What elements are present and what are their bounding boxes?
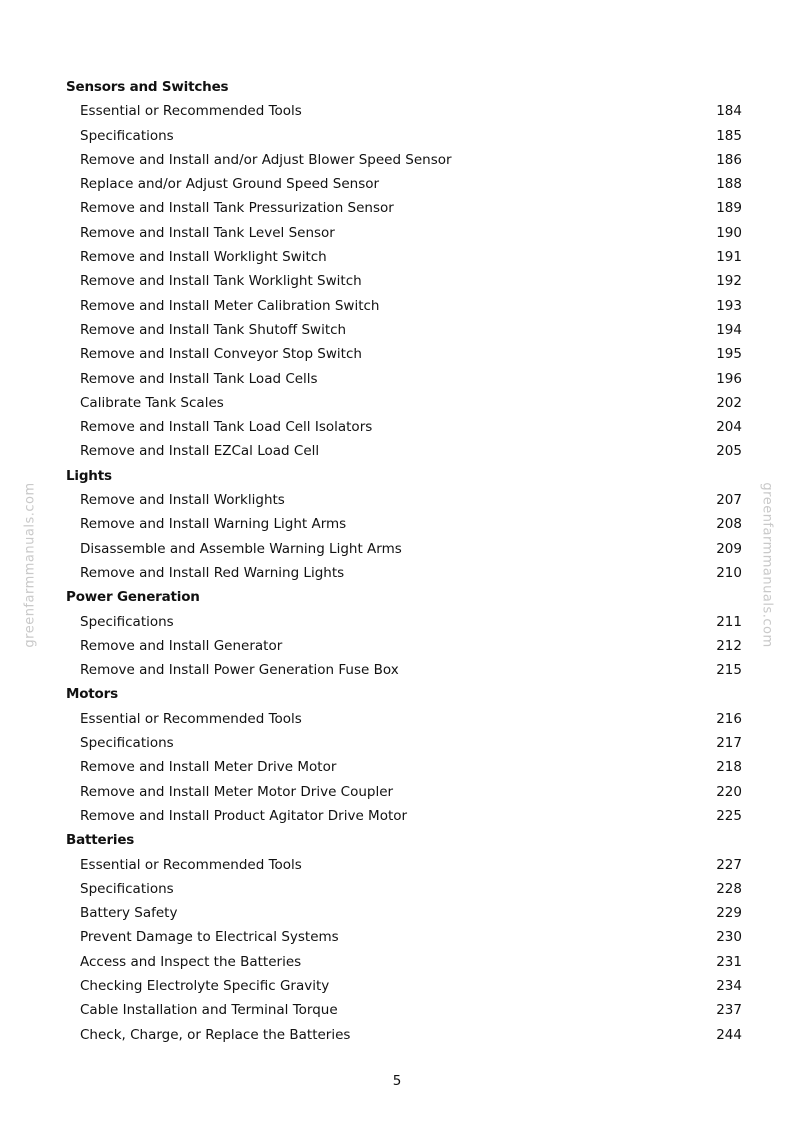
toc-entry-page: 193 bbox=[716, 297, 742, 314]
toc-entry[interactable] bbox=[66, 658, 742, 682]
toc-entry[interactable] bbox=[66, 877, 742, 901]
toc-entry[interactable] bbox=[66, 561, 742, 585]
toc-entry[interactable] bbox=[66, 196, 742, 220]
toc-entry-page: 209 bbox=[716, 540, 742, 557]
toc-entry-title: Remove and Install Tank Level Sensor bbox=[80, 224, 335, 241]
page-number: 5 bbox=[392, 1073, 402, 1089]
toc-entry-title: Calibrate Tank Scales bbox=[80, 394, 224, 411]
toc-entry-title: Essential or Recommended Tools bbox=[80, 856, 302, 873]
toc-entry[interactable] bbox=[66, 853, 742, 877]
toc-entry-title: Specifications bbox=[80, 613, 174, 630]
toc-entry-title: Remove and Install Tank Shutoff Switch bbox=[80, 321, 347, 338]
toc-entry-page: 192 bbox=[716, 273, 742, 290]
toc-entry[interactable] bbox=[66, 634, 742, 658]
toc-entry-title: Remove and Install Power Generation Fuse Box bbox=[80, 662, 399, 679]
toc-entry-page: 195 bbox=[716, 346, 742, 363]
toc-entry-page: 196 bbox=[716, 370, 742, 387]
toc-entry-page: 211 bbox=[716, 613, 742, 630]
toc-entry[interactable] bbox=[66, 367, 742, 391]
toc-entry[interactable] bbox=[66, 1023, 742, 1047]
toc-entry-page: 194 bbox=[716, 321, 742, 338]
toc-entry-title: Specifications bbox=[80, 735, 174, 752]
toc-entry-title: Cable Installation and Terminal Torque bbox=[80, 1002, 338, 1019]
toc-entry-page: 208 bbox=[716, 516, 742, 533]
watermark-left: greenfarmmanuals.com bbox=[22, 482, 38, 648]
toc-entry-page: 244 bbox=[716, 1026, 742, 1043]
toc-entry[interactable] bbox=[66, 99, 742, 123]
toc-entry-title: Replace and/or Adjust Ground Speed Sensor bbox=[80, 176, 380, 193]
toc-entry-title: Access and Inspect the Batteries bbox=[80, 953, 302, 970]
toc-entry[interactable] bbox=[66, 804, 742, 828]
toc-entry[interactable] bbox=[66, 488, 742, 512]
toc-entry-title: Disassemble and Assemble Warning Light Arms bbox=[80, 540, 402, 557]
table-of-contents bbox=[66, 75, 742, 1047]
toc-entry-title: Remove and Install Worklights bbox=[80, 492, 285, 509]
toc-entry-page: 210 bbox=[716, 564, 742, 581]
toc-entry-page: 217 bbox=[716, 735, 742, 752]
toc-entry-page: 207 bbox=[716, 492, 742, 509]
toc-entry[interactable] bbox=[66, 731, 742, 755]
toc-entry-title: Remove and Install and/or Adjust Blower Speed Sensor bbox=[80, 151, 452, 168]
watermark-right: greenfarmmanuals.com bbox=[759, 482, 775, 648]
toc-entry-page: 234 bbox=[716, 977, 742, 994]
toc-entry[interactable] bbox=[66, 901, 742, 925]
toc-entry-title: Essential or Recommended Tools bbox=[80, 710, 302, 727]
toc-entry-title: Remove and Install Tank Pressurization Sensor bbox=[80, 200, 394, 217]
section-heading: Batteries bbox=[66, 832, 135, 849]
toc-entry-title: Remove and Install Product Agitator Drive Motor bbox=[80, 807, 408, 824]
toc-entry[interactable] bbox=[66, 780, 742, 804]
toc-entry-page: 205 bbox=[716, 443, 742, 460]
toc-entry-page: 204 bbox=[716, 419, 742, 436]
toc-entry-page: 188 bbox=[716, 176, 742, 193]
toc-entry[interactable] bbox=[66, 415, 742, 439]
toc-entry-page: 212 bbox=[716, 637, 742, 654]
toc-entry-page: 230 bbox=[716, 929, 742, 946]
toc-entry-title: Specifications bbox=[80, 127, 174, 144]
section-heading: Power Generation bbox=[66, 589, 200, 606]
toc-entry[interactable] bbox=[66, 221, 742, 245]
toc-entry[interactable] bbox=[66, 245, 742, 269]
toc-entry-title: Remove and Install Tank Load Cells bbox=[80, 370, 318, 387]
toc-entry-title: Remove and Install Meter Motor Drive Coupler bbox=[80, 783, 394, 800]
toc-entry-title: Remove and Install Tank Worklight Switch bbox=[80, 273, 362, 290]
section-heading: Lights bbox=[66, 467, 112, 484]
toc-entry-title: Remove and Install Tank Load Cell Isolators bbox=[80, 419, 373, 436]
toc-entry[interactable] bbox=[66, 124, 742, 148]
toc-entry-page: 190 bbox=[716, 224, 742, 241]
toc-entry-title: Remove and Install Warning Light Arms bbox=[80, 516, 347, 533]
toc-entry-page: 191 bbox=[716, 249, 742, 266]
toc-entry-title: Battery Safety bbox=[80, 905, 178, 922]
toc-entry[interactable] bbox=[66, 269, 742, 293]
toc-entry[interactable] bbox=[66, 950, 742, 974]
section-heading: Sensors and Switches bbox=[66, 79, 229, 95]
toc-entry-title: Essential or Recommended Tools bbox=[80, 103, 302, 120]
toc-entry-page: 229 bbox=[716, 905, 742, 922]
toc-entry[interactable] bbox=[66, 974, 742, 998]
toc-entry-title: Checking Electrolyte Specific Gravity bbox=[80, 977, 330, 994]
toc-entry-title: Remove and Install Worklight Switch bbox=[80, 249, 327, 266]
toc-entry-page: 227 bbox=[716, 856, 742, 873]
toc-entry[interactable] bbox=[66, 512, 742, 536]
toc-entry[interactable] bbox=[66, 755, 742, 779]
toc-entry-title: Remove and Install Conveyor Stop Switch bbox=[80, 346, 362, 363]
toc-entry-page: 237 bbox=[716, 1002, 742, 1019]
toc-entry-title: Remove and Install Generator bbox=[80, 637, 283, 654]
section-heading: Motors bbox=[66, 686, 118, 703]
toc-entry[interactable] bbox=[66, 391, 742, 415]
toc-entry-page: 220 bbox=[716, 783, 742, 800]
toc-entry[interactable] bbox=[66, 342, 742, 366]
toc-entry[interactable] bbox=[66, 610, 742, 634]
toc-entry[interactable] bbox=[66, 439, 742, 463]
toc-entry[interactable] bbox=[66, 998, 742, 1022]
toc-entry[interactable] bbox=[66, 294, 742, 318]
toc-entry-page: 216 bbox=[716, 710, 742, 727]
toc-entry[interactable] bbox=[66, 707, 742, 731]
toc-entry-page: 185 bbox=[716, 127, 742, 144]
toc-entry-page: 218 bbox=[716, 759, 742, 776]
toc-entry-title: Remove and Install Red Warning Lights bbox=[80, 564, 345, 581]
toc-entry[interactable] bbox=[66, 537, 742, 561]
toc-entry-page: 186 bbox=[716, 151, 742, 168]
toc-entry-page: 231 bbox=[716, 953, 742, 970]
toc-entry[interactable] bbox=[66, 148, 742, 172]
toc-entry-title: Prevent Damage to Electrical Systems bbox=[80, 929, 339, 946]
toc-entry-title: Remove and Install EZCal Load Cell bbox=[80, 443, 320, 460]
toc-entry[interactable] bbox=[66, 318, 742, 342]
toc-entry-page: 228 bbox=[716, 880, 742, 897]
toc-entry-page: 184 bbox=[716, 103, 742, 120]
toc-entry[interactable] bbox=[66, 172, 742, 196]
toc-entry-page: 189 bbox=[716, 200, 742, 217]
toc-entry-page: 202 bbox=[716, 394, 742, 411]
toc-entry-page: 215 bbox=[716, 662, 742, 679]
toc-entry[interactable] bbox=[66, 925, 742, 949]
toc-entry-page: 225 bbox=[716, 807, 742, 824]
toc-entry-title: Specifications bbox=[80, 880, 174, 897]
toc-entry-title: Remove and Install Meter Drive Motor bbox=[80, 759, 337, 776]
toc-entry-title: Check, Charge, or Replace the Batteries bbox=[80, 1026, 351, 1043]
toc-entry-title: Remove and Install Meter Calibration Switch bbox=[80, 297, 380, 314]
